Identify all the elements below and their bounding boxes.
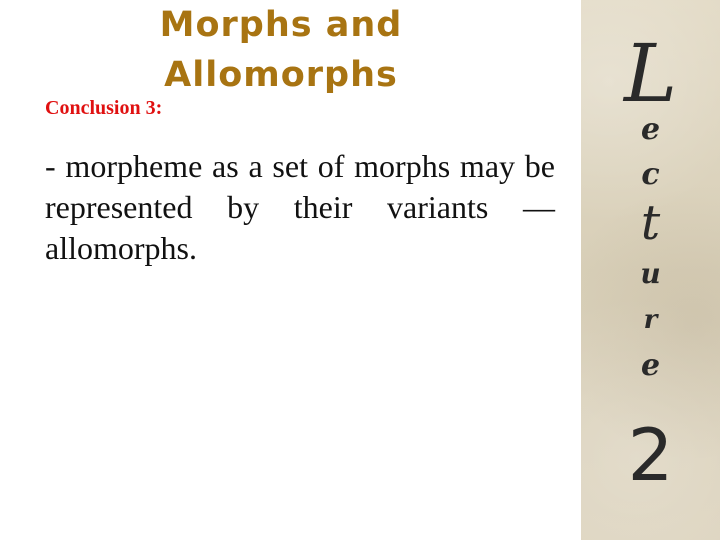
lecture-letter-t: t bbox=[640, 195, 661, 251]
lecture-side-panel bbox=[581, 0, 720, 540]
lecture-letter-r: r bbox=[643, 305, 658, 335]
conclusion-heading: Conclusion 3: bbox=[45, 97, 163, 119]
lecture-letter-c: c bbox=[641, 157, 660, 192]
lecture-letter-l: L bbox=[623, 27, 678, 120]
body-text: - morpheme as a set of morphs may be represented by their variants — allomorphs. bbox=[45, 148, 555, 266]
lecture-letter-e-last: e bbox=[640, 348, 661, 383]
lecture-letter-e: e bbox=[640, 112, 661, 147]
lecture-number: 2 bbox=[627, 413, 674, 497]
slide-title: Morphs and Allomorphs bbox=[159, 5, 403, 95]
lecture-letter-u: u bbox=[640, 257, 661, 290]
